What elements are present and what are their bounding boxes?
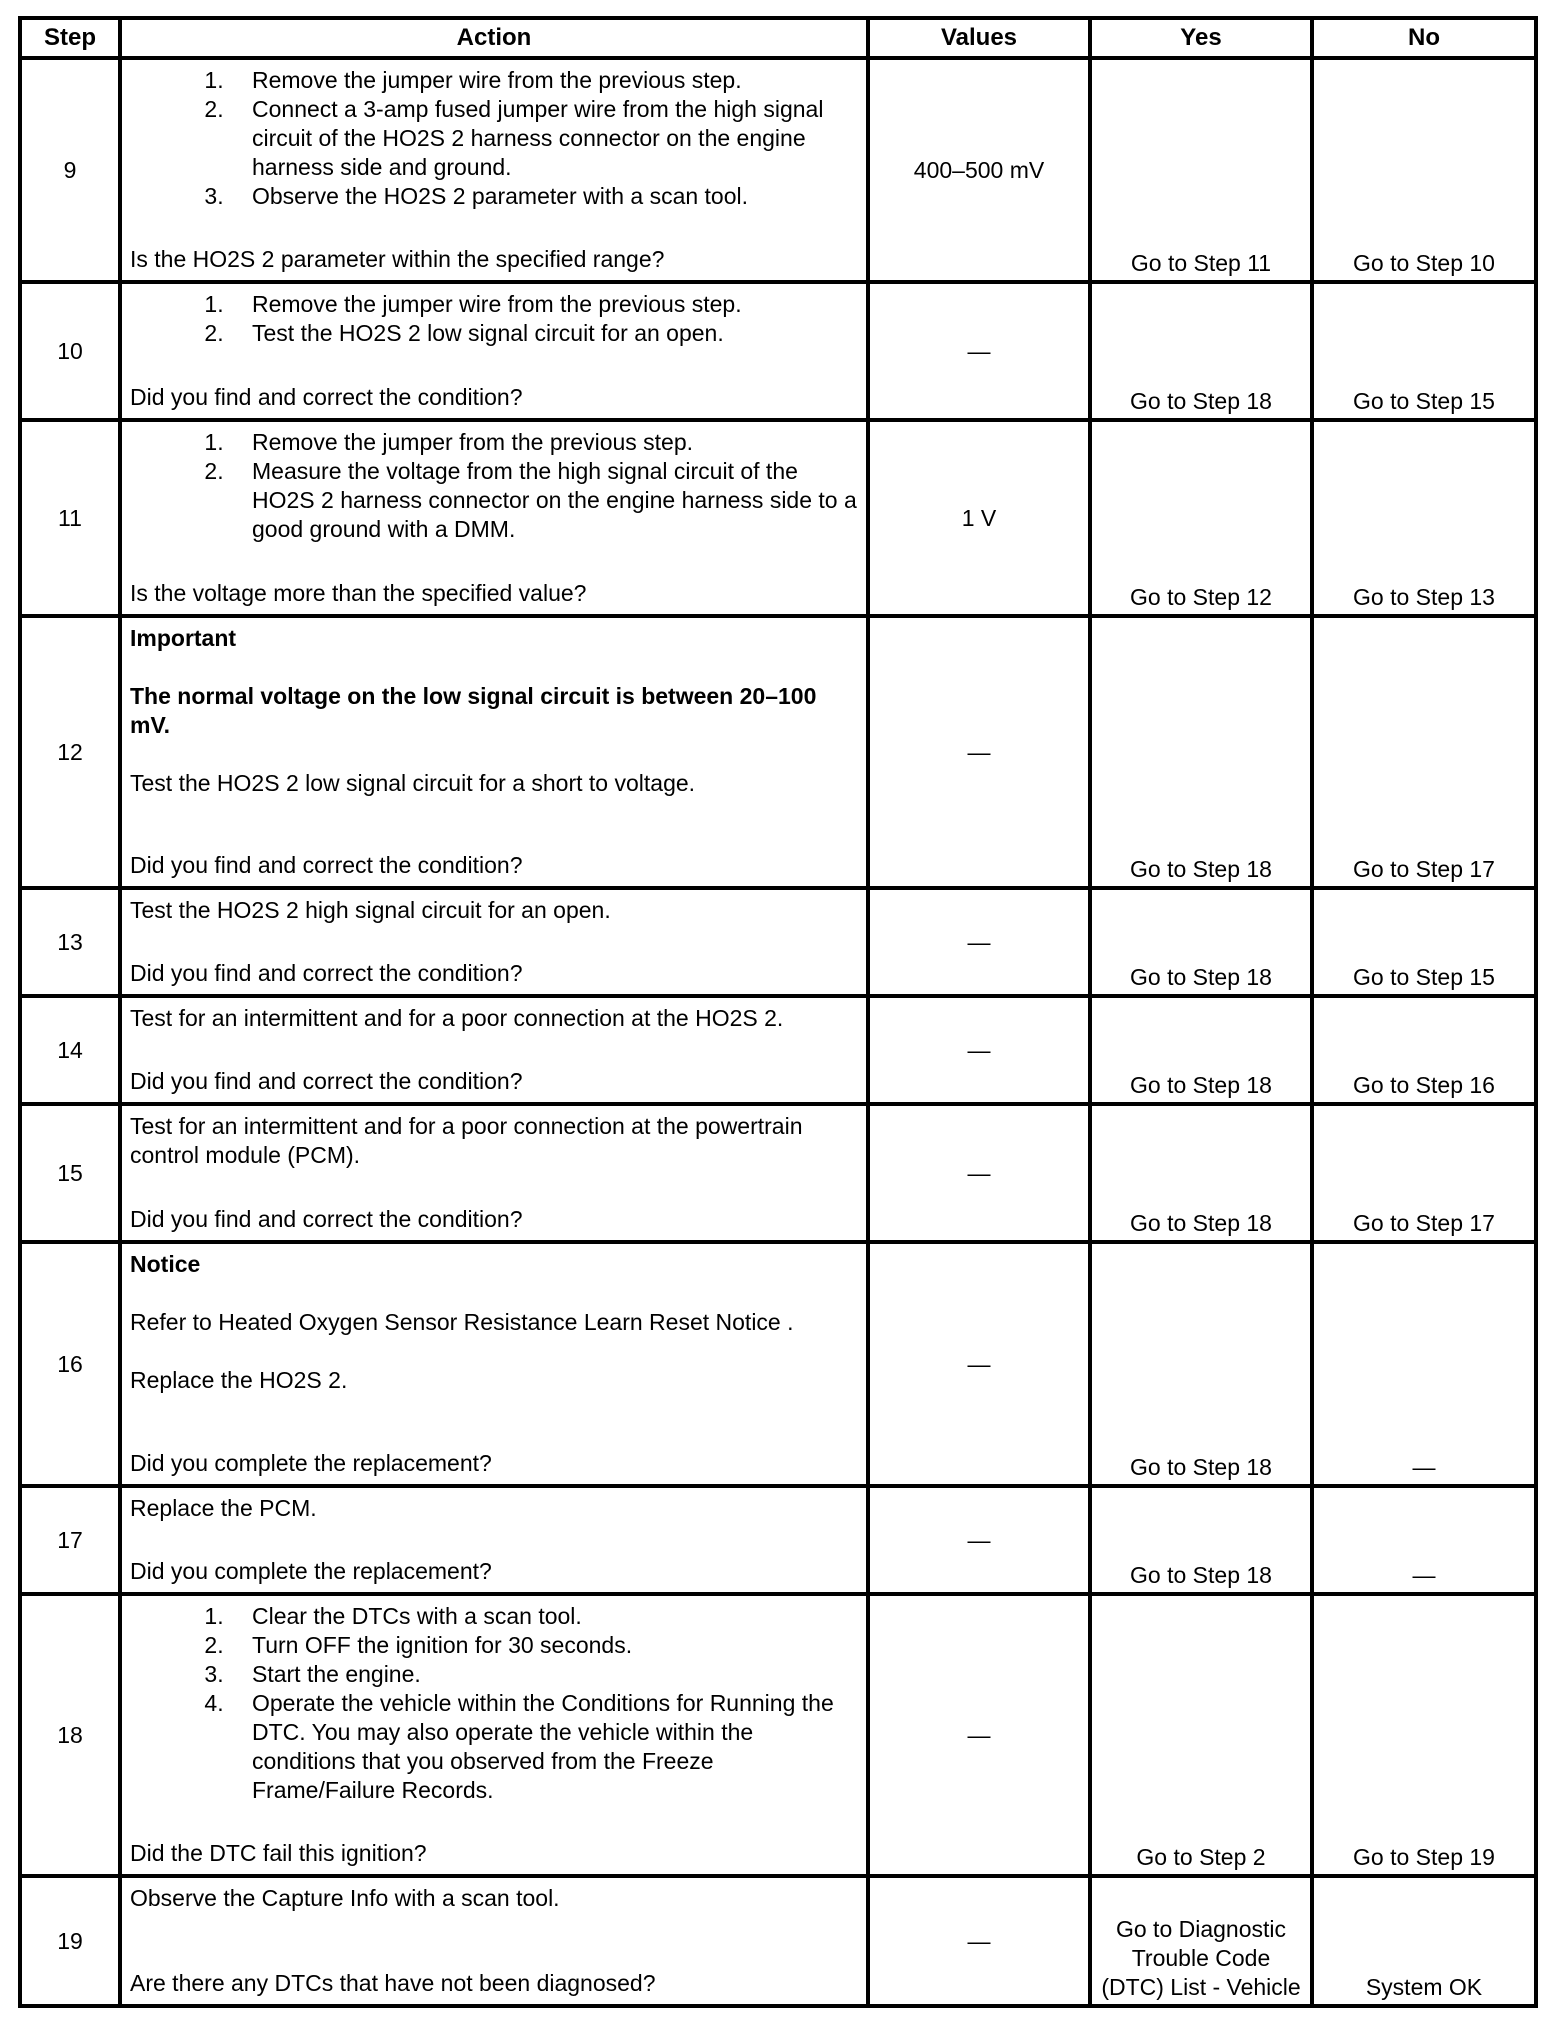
action-text: Refer to Heated Oxygen Sensor Resistance Learn Reset Notice .	[130, 1309, 794, 1335]
table-row	[20, 420, 1536, 616]
list-item: 2. Measure the voltage from the high signal circuit of the HO2S 2 harness connector on the engine harness side to a good ground with a DMM.	[230, 457, 858, 544]
values-cell: —	[868, 282, 1090, 420]
list-item: 2. Turn OFF the ignition for 30 seconds.	[230, 1631, 858, 1660]
step-number: 17	[20, 1486, 120, 1594]
action-cell	[120, 888, 868, 996]
diagnostic-table	[18, 16, 1538, 2008]
no-cell: System OK	[1312, 1876, 1536, 2006]
step-number: 16	[20, 1242, 120, 1486]
header-yes: Yes	[1090, 18, 1312, 58]
header-step: Step	[20, 18, 120, 58]
table-row	[20, 1594, 1536, 1876]
header-values: Values	[868, 18, 1090, 58]
yes-cell: Go to Step 18	[1090, 888, 1312, 996]
action-question: Are there any DTCs that have not been diagnosed?	[130, 1970, 656, 1996]
table-row	[20, 1876, 1536, 2006]
yes-cell: Go to Diagnostic Trouble Code (DTC) List - Vehicle	[1090, 1876, 1312, 2006]
values-cell: —	[868, 1242, 1090, 1486]
step-number: 18	[20, 1594, 120, 1876]
list-item: 3. Observe the HO2S 2 parameter with a scan tool.	[230, 182, 858, 211]
step-number: 19	[20, 1876, 120, 2006]
action-text: Replace the HO2S 2.	[130, 1367, 348, 1393]
action-question: Did you find and correct the condition?	[130, 960, 523, 986]
yes-cell: Go to Step 18	[1090, 282, 1312, 420]
yes-cell: Go to Step 18	[1090, 996, 1312, 1104]
step-number: 13	[20, 888, 120, 996]
action-list	[130, 428, 858, 544]
values-cell: —	[868, 996, 1090, 1104]
action-question: Did you find and correct the condition?	[130, 1068, 523, 1094]
values-cell: —	[868, 888, 1090, 996]
action-question: Is the HO2S 2 parameter within the specified range?	[130, 246, 665, 272]
values-cell: 400–500 mV	[868, 58, 1090, 282]
important-heading: Important	[130, 625, 237, 651]
table-row	[20, 282, 1536, 420]
step-number: 14	[20, 996, 120, 1104]
important-note: The normal voltage on the low signal circuit is between 20–100 mV.	[130, 683, 817, 738]
action-cell	[120, 58, 868, 282]
action-text: Test for an intermittent and for a poor connection at the powertrain control module (PCM).	[130, 1113, 803, 1168]
step-number: 15	[20, 1104, 120, 1242]
action-cell	[120, 1486, 868, 1594]
step-number: 9	[20, 58, 120, 282]
yes-cell: Go to Step 18	[1090, 1104, 1312, 1242]
yes-cell: Go to Step 18	[1090, 1486, 1312, 1594]
step-number: 12	[20, 616, 120, 888]
action-cell	[120, 996, 868, 1104]
values-cell: —	[868, 1486, 1090, 1594]
step-number: 11	[20, 420, 120, 616]
step-number: 10	[20, 282, 120, 420]
action-cell	[120, 1876, 868, 2006]
action-question: Did the DTC fail this ignition?	[130, 1840, 427, 1866]
no-cell: —	[1312, 1242, 1536, 1486]
yes-cell: Go to Step 12	[1090, 420, 1312, 616]
values-cell: 1 V	[868, 420, 1090, 616]
list-item: 2. Connect a 3-amp fused jumper wire from the high signal circuit of the HO2S 2 harness connector on the engine harness side and ground.	[230, 95, 858, 182]
action-list	[130, 1602, 858, 1805]
values-cell: —	[868, 616, 1090, 888]
table-row	[20, 1486, 1536, 1594]
no-cell: Go to Step 15	[1312, 888, 1536, 996]
table-row	[20, 1242, 1536, 1486]
action-text: Test the HO2S 2 low signal circuit for a short to voltage.	[130, 770, 696, 796]
yes-cell: Go to Step 2	[1090, 1594, 1312, 1876]
values-cell: —	[868, 1876, 1090, 2006]
action-question: Did you find and correct the condition?	[130, 852, 523, 878]
action-question: Did you complete the replacement?	[130, 1450, 492, 1476]
action-text: Observe the Capture Info with a scan tool.	[130, 1885, 560, 1911]
list-item: 1. Clear the DTCs with a scan tool.	[230, 1602, 858, 1631]
table-row	[20, 616, 1536, 888]
yes-cell: Go to Step 18	[1090, 616, 1312, 888]
action-cell	[120, 1594, 868, 1876]
list-item: 4. Operate the vehicle within the Conditions for Running the DTC. You may also operate the vehicle within the conditions that you observed from the Freeze Frame/Failure Records.	[230, 1689, 858, 1805]
action-cell	[120, 1104, 868, 1242]
no-cell: Go to Step 16	[1312, 996, 1536, 1104]
no-cell: Go to Step 15	[1312, 282, 1536, 420]
notice-heading: Notice	[130, 1251, 201, 1277]
action-text: Replace the PCM.	[130, 1495, 317, 1521]
action-list	[130, 66, 858, 211]
action-list	[130, 290, 858, 348]
no-cell: Go to Step 17	[1312, 1104, 1536, 1242]
no-cell: Go to Step 13	[1312, 420, 1536, 616]
no-cell: —	[1312, 1486, 1536, 1594]
no-cell: Go to Step 10	[1312, 58, 1536, 282]
action-question: Did you find and correct the condition?	[130, 384, 523, 410]
list-item: 1. Remove the jumper wire from the previous step.	[230, 290, 858, 319]
table-row	[20, 1104, 1536, 1242]
action-cell	[120, 282, 868, 420]
header-no: No	[1312, 18, 1536, 58]
list-item: 2. Test the HO2S 2 low signal circuit for an open.	[230, 319, 858, 348]
values-cell: —	[868, 1594, 1090, 1876]
no-cell: Go to Step 17	[1312, 616, 1536, 888]
table-row	[20, 888, 1536, 996]
action-question: Did you find and correct the condition?	[130, 1206, 523, 1232]
action-question: Did you complete the replacement?	[130, 1558, 492, 1584]
table-row	[20, 58, 1536, 282]
list-item: 1. Remove the jumper wire from the previous step.	[230, 66, 858, 95]
action-text: Test for an intermittent and for a poor connection at the HO2S 2.	[130, 1005, 784, 1031]
values-cell: —	[868, 1104, 1090, 1242]
no-cell: Go to Step 19	[1312, 1594, 1536, 1876]
action-text: Test the HO2S 2 high signal circuit for an open.	[130, 897, 611, 923]
action-cell	[120, 1242, 868, 1486]
list-item: 1. Remove the jumper from the previous step.	[230, 428, 858, 457]
header-action: Action	[120, 18, 868, 58]
action-cell	[120, 420, 868, 616]
header-row	[20, 18, 1536, 58]
yes-cell: Go to Step 18	[1090, 1242, 1312, 1486]
yes-cell: Go to Step 11	[1090, 58, 1312, 282]
table-row	[20, 996, 1536, 1104]
list-item: 3. Start the engine.	[230, 1660, 858, 1689]
action-cell	[120, 616, 868, 888]
action-question: Is the voltage more than the specified value?	[130, 580, 587, 606]
